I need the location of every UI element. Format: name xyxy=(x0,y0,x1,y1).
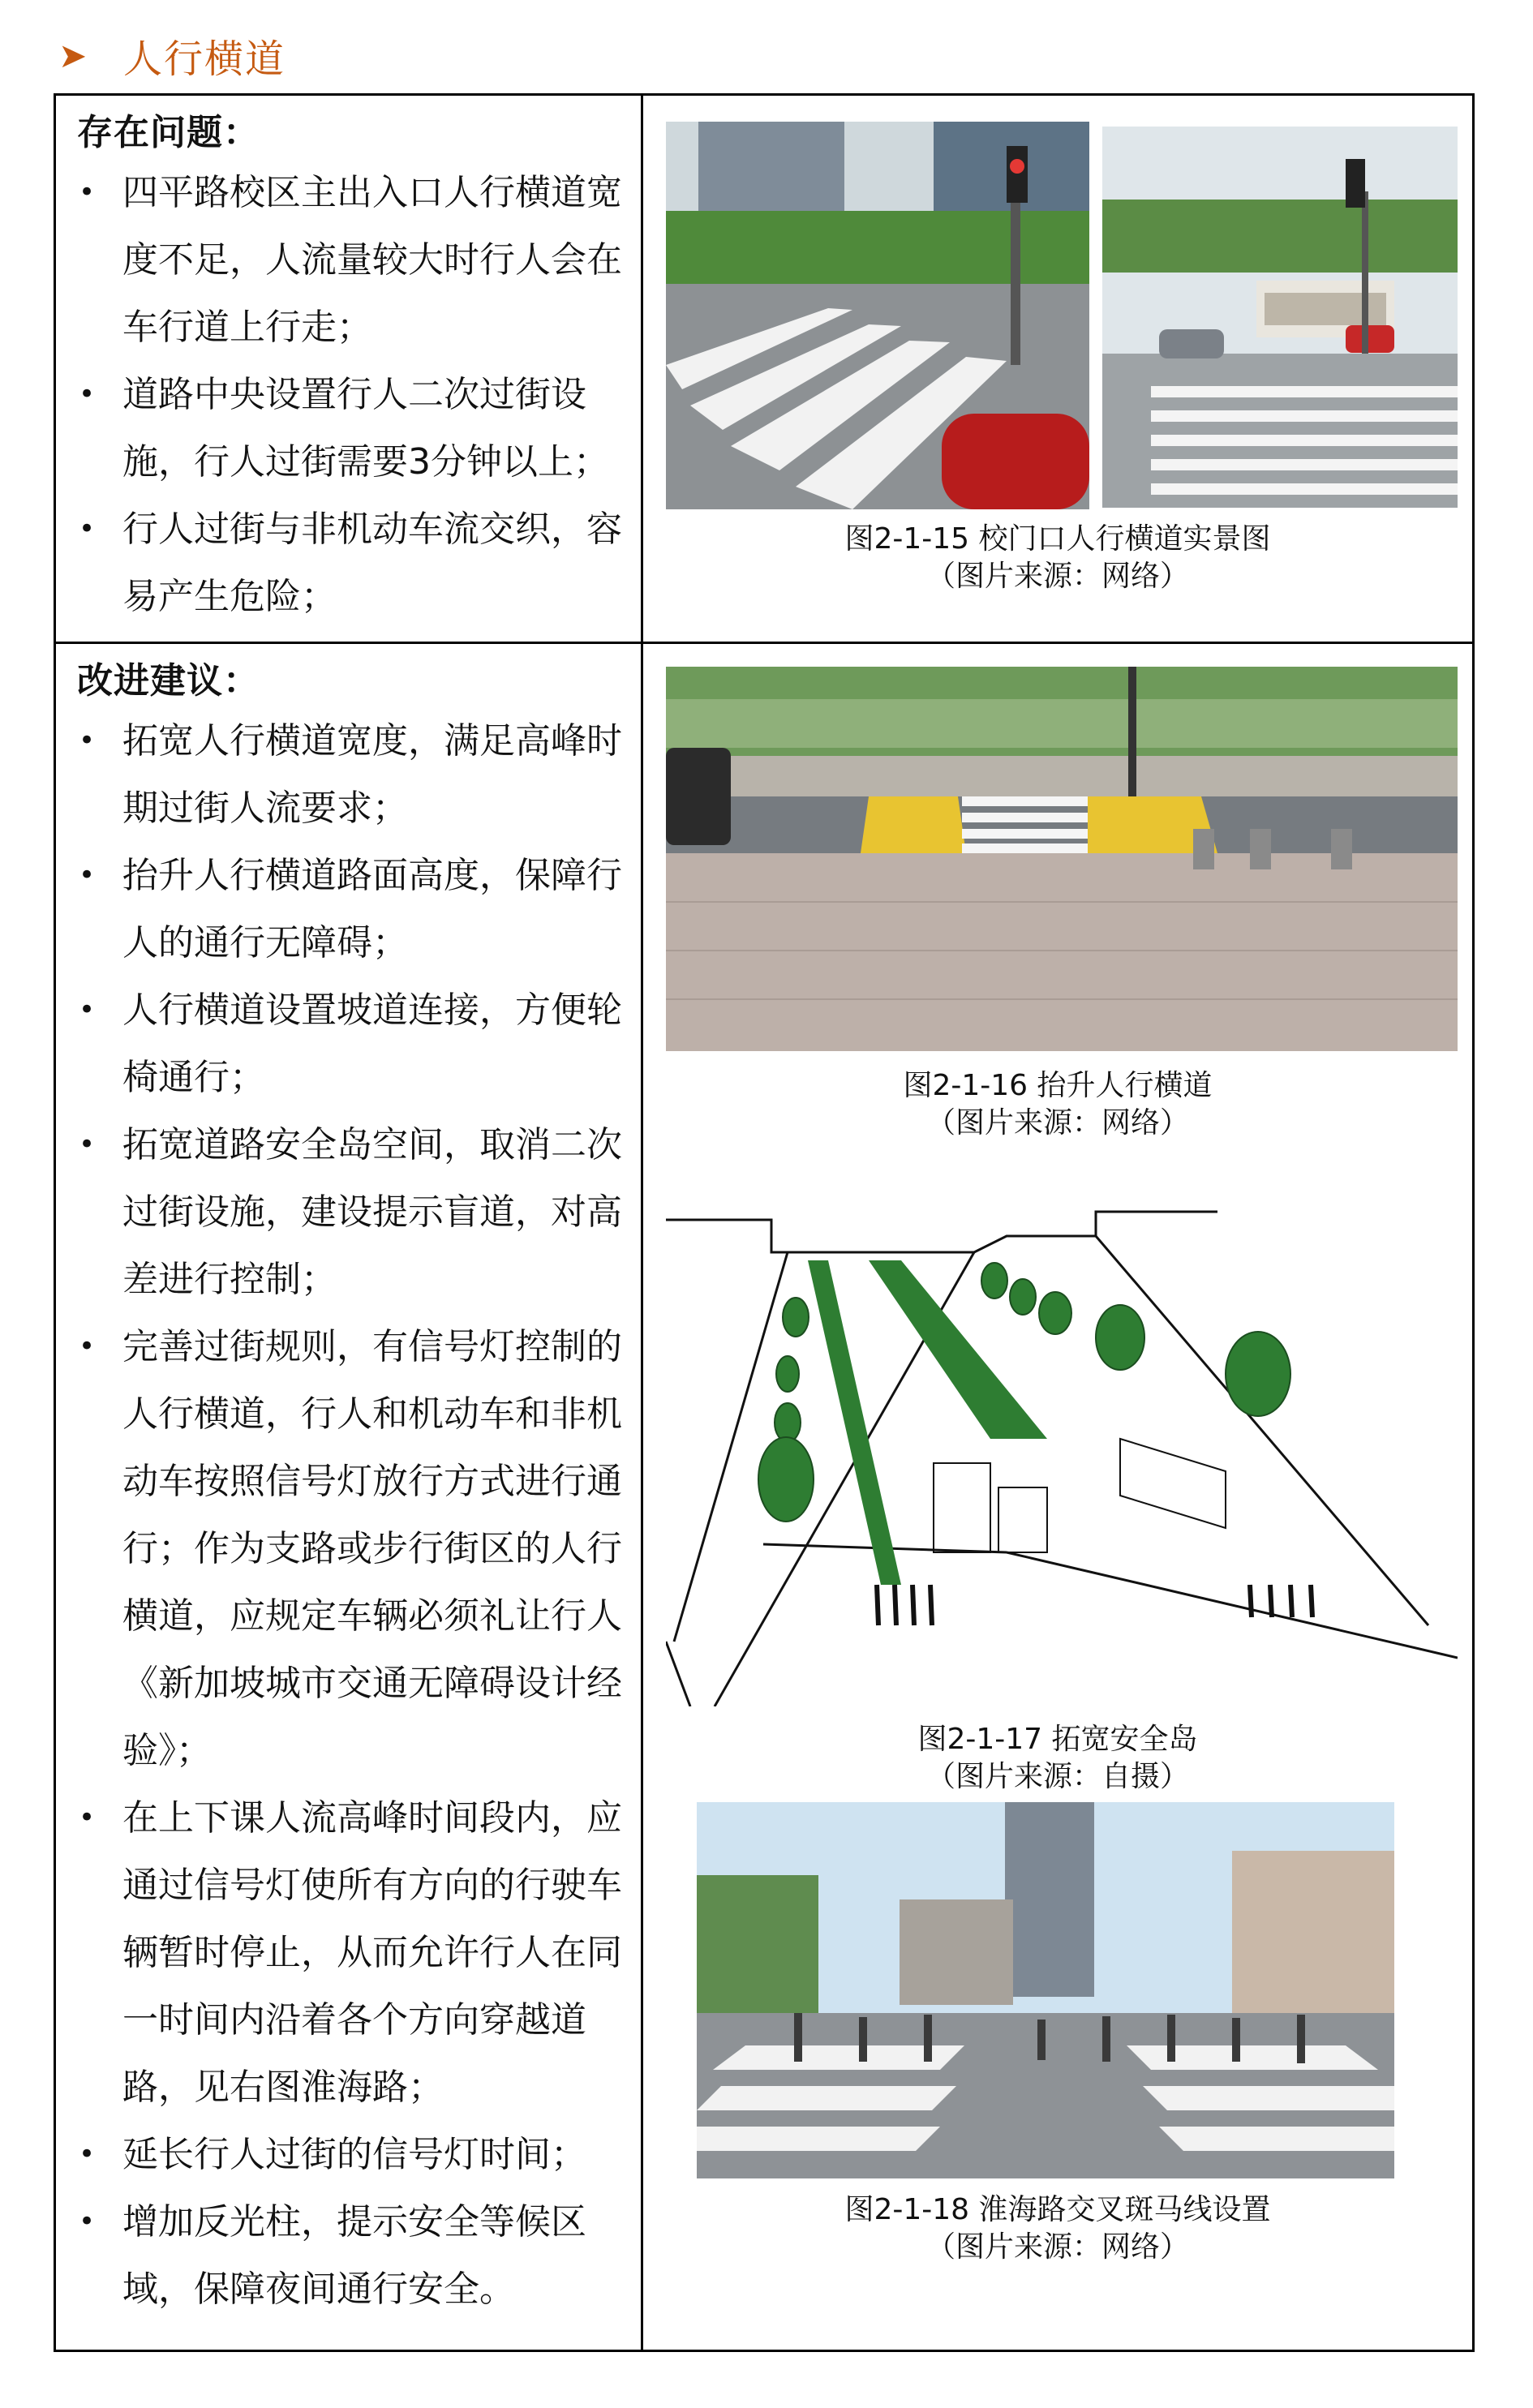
suggestions-list xyxy=(77,707,625,2323)
figure-caption: 图2-1-17 拓宽安全岛 xyxy=(917,1723,1198,1756)
problems-title: 存在问题： xyxy=(77,112,260,153)
suggestions-figures-cell xyxy=(642,643,1474,2351)
content-table xyxy=(54,93,1475,2352)
problems-list xyxy=(77,159,625,630)
figure-source: （图片来源：网络） xyxy=(925,1106,1189,1140)
list-item: • 人行横道设置坡道连接，方便轮椅通行； xyxy=(77,977,625,1111)
figure-caption: 图2-1-18 淮海路交叉斑马线设置 xyxy=(844,2193,1271,2226)
problems-figures-cell xyxy=(642,95,1474,643)
suggestions-title: 改进建议： xyxy=(77,660,260,702)
figure-caption: 图2-1-16 抬升人行横道 xyxy=(903,1069,1213,1102)
list-item: • 拓宽道路安全岛空间，取消二次过街设施，建设提示盲道，对高差进行控制； xyxy=(77,1111,625,1313)
list-item: • 抬升人行横道路面高度，保障行人的通行无障碍； xyxy=(77,842,625,977)
photo-huaihai-crossing xyxy=(697,1802,1394,2178)
photo-raised-crosswalk xyxy=(666,667,1458,1051)
list-item: • 行人过街与非机动车流交织，容易产生危险； xyxy=(77,496,625,630)
figure-source: （图片来源：自摄） xyxy=(925,1760,1189,1793)
photo-campus-crosswalk-2 xyxy=(1102,127,1458,508)
figure-caption: 图2-1-15 校门口人行横道实景图 xyxy=(844,522,1271,556)
figure-source: （图片来源：网络） xyxy=(925,2230,1189,2264)
photo-campus-crosswalk-1 xyxy=(666,122,1089,509)
figure-source: （图片来源：网络） xyxy=(925,560,1189,593)
list-item: • 完善过街规则，有信号灯控制的人行横道，行人和机动车和非机动车按照信号灯放行方式进行通行；作为支路或步行街区的人行横道，应规定车辆必须礼让行人《新加坡城市交通无障碍设计经验》； xyxy=(77,1313,625,1784)
section-heading xyxy=(58,24,286,86)
section-title: 人行横道 xyxy=(123,36,286,82)
list-item: • 拓宽人行横道宽度，满足高峰时期过街人流要求； xyxy=(77,707,625,842)
problems-cell xyxy=(55,95,642,643)
list-item: • 道路中央设置行人二次过街设施，行人过街需要3分钟以上； xyxy=(77,361,625,496)
triangle-right-icon: ➤ xyxy=(58,35,88,75)
list-item: • 增加反光柱，提示安全等候区域，保障夜间通行安全。 xyxy=(77,2188,625,2323)
list-item: • 四平路校区主出入口人行横道宽度不足，人流量较大时行人会在车行道上行走； xyxy=(77,159,625,361)
sketch-widened-island xyxy=(666,1204,1458,1706)
suggestions-cell xyxy=(55,643,642,2351)
list-item: • 在上下课人流高峰时间段内，应通过信号灯使所有方向的行驶车辆暂时停止，从而允许行人在同一时间内沿着各个方向穿越道路，见右图淮海路； xyxy=(77,1784,625,2121)
list-item: • 延长行人过街的信号灯时间； xyxy=(77,2121,625,2188)
